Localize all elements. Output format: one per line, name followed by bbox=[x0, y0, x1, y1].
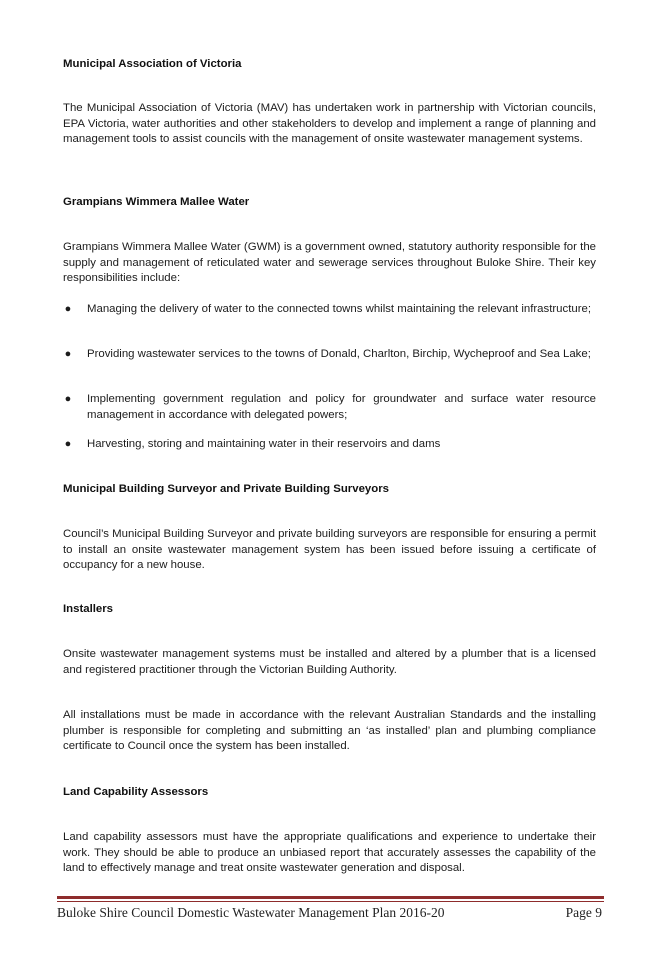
footer-rule bbox=[57, 896, 604, 899]
paragraph-installers-2: All installations must be made in accordance with the relevant Australian Standards and the installing plumber is responsible for completing and submitting an ‘as installed’ plan and plumbing compliance certificate to Council once the system has been installed. bbox=[63, 709, 596, 753]
footer-rule-thin bbox=[57, 901, 604, 902]
footer-page-number: Page 9 bbox=[565, 905, 602, 920]
bullet-icon: ● bbox=[64, 348, 72, 360]
bullet-icon: ● bbox=[64, 303, 72, 315]
section-heading-building-surveyors: Municipal Building Surveyor and Private Building Surveyors bbox=[63, 483, 389, 495]
section-heading-land-capability: Land Capability Assessors bbox=[63, 786, 209, 798]
paragraph-installers-1: Onsite wastewater management systems must be installed and altered by a plumber that is a licensed and registered practitioner through the Victorian Building Authority. bbox=[63, 648, 596, 676]
bullet-icon: ● bbox=[64, 393, 72, 405]
paragraph-land-capability: Land capability assessors must have the appropriate qualifications and experience to undertake their work. They should be able to produce an unbiased report that accurately assesses the capability of the land to effectively manage and treat onsite wastewater generation and disposal. bbox=[63, 831, 596, 875]
list-item bbox=[64, 392, 596, 423]
list-item bbox=[64, 302, 596, 318]
section-heading-installers: Installers bbox=[63, 603, 114, 615]
list-item-text: Implementing government regulation and policy for groundwater and surface water resource management in accordance with delegated powers; bbox=[87, 393, 596, 421]
list-item-text: Managing the delivery of water to the connected towns whilst maintaining the relevant infrastructure; bbox=[87, 303, 591, 315]
paragraph-gwm: Grampians Wimmera Mallee Water (GWM) is a government owned, statutory authority responsible for the supply and management of reticulated water and sewerage services throughout Buloke Shire. Their key responsibilities include: bbox=[63, 241, 596, 285]
footer-document-title: Buloke Shire Council Domestic Wastewater Management Plan 2016-20 bbox=[57, 905, 445, 920]
list-item bbox=[64, 437, 596, 453]
paragraph-building-surveyors: Council’s Municipal Building Surveyor and private building surveyors are responsible for ensuring a permit to install an onsite wastewater management system has been issued before issuing a certificate of occupancy for a new house. bbox=[63, 528, 596, 572]
list-item-text: Harvesting, storing and maintaining water in their reservoirs and dams bbox=[87, 438, 441, 450]
list-item bbox=[64, 347, 596, 363]
bullet-icon: ● bbox=[64, 438, 72, 450]
list-item-text: Providing wastewater services to the towns of Donald, Charlton, Birchip, Wycheproof and Sea Lake; bbox=[87, 348, 591, 360]
section-heading-gwm: Grampians Wimmera Mallee Water bbox=[63, 196, 250, 208]
paragraph-mav: The Municipal Association of Victoria (MAV) has undertaken work in partnership with Victorian councils, EPA Victoria, water authorities and other stakeholders to develop and implement a range of planning and management tools to assist councils with the management of onsite wastewater management systems. bbox=[63, 102, 596, 146]
section-heading-mav: Municipal Association of Victoria bbox=[63, 58, 242, 70]
